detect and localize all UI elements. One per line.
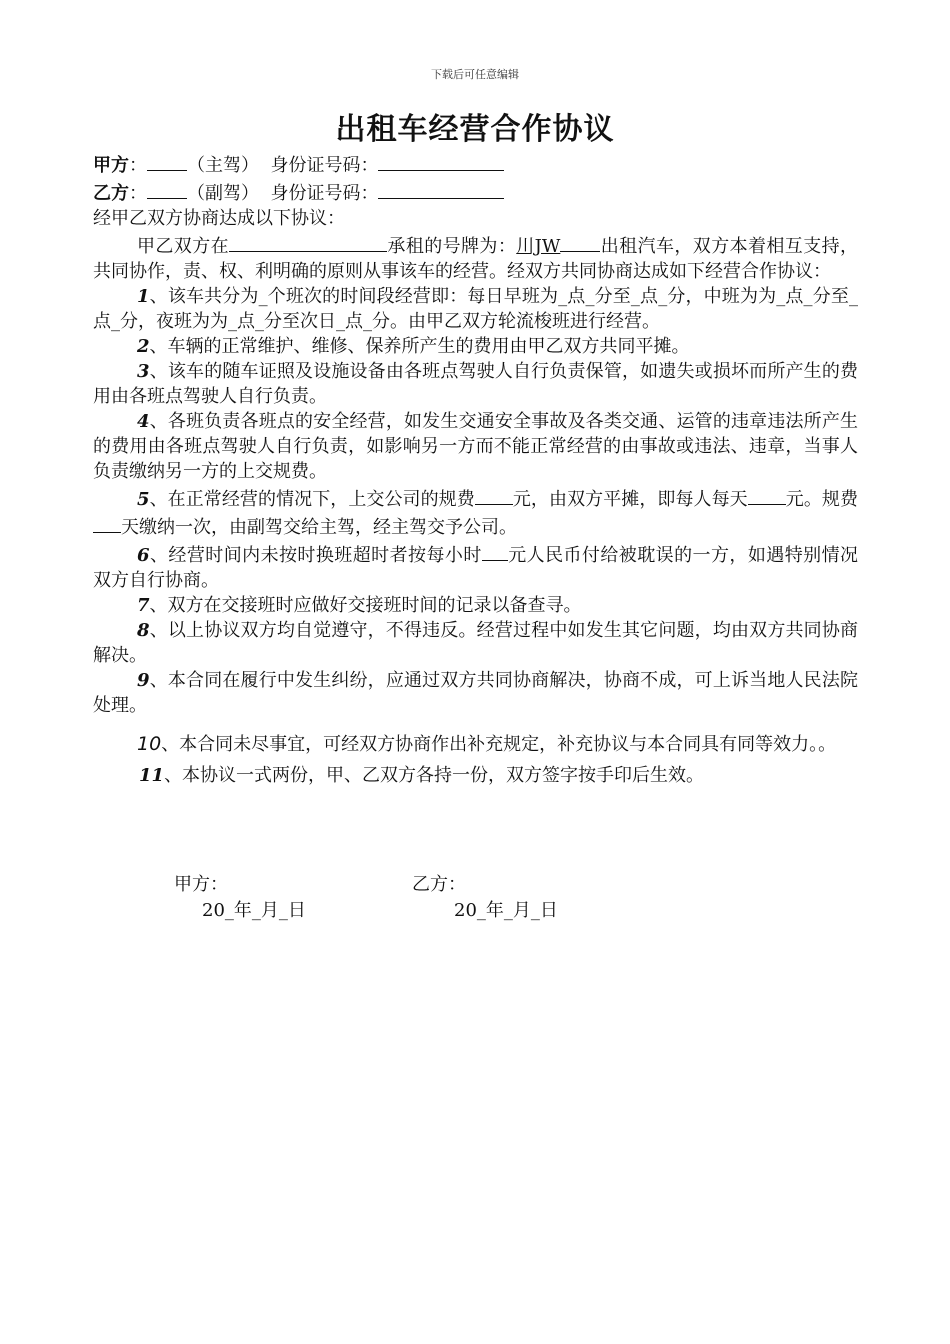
clause-9: 9、本合同在履行中发生纠纷，应通过双方共同协商解决，协商不成，可上诉当地人民法院处理。	[93, 670, 858, 716]
clause-6: 6、经营时间内未按时换班超时者按每小时 元人民币付给被耽误的一方，如遇特别情况双方自行协商。	[93, 540, 858, 593]
party-a-line: 甲方： （主驾） 身份证号码：	[93, 150, 858, 178]
clause-5: 5、在正常经营的情况下，上交公司的规费 元，由双方平摊，即每人每天 元。规费天缴纳一次，由副驾交给主驾，经主驾交予公司。	[93, 484, 858, 540]
clause-10: 10、本合同未尽事宜，可经双方协商作出补充规定，补充协议与本合同具有同等效力。。	[137, 733, 837, 755]
clause-4: 4、各班负责各班点的安全经营，如发生交通安全事故及各类交通、运管的违章违法所产生的费用由各班点驾驶人自行负责，如影响另一方而不能正常经营的由事故或违法、违章，当事人负责缴纳另一方的上交规费。	[93, 411, 858, 482]
party-b-label: 乙方	[93, 183, 129, 204]
clause-8: 8、以上协议双方均自觉遵守，不得违反。经营过程中如发生其它问题，均由双方共同协商解决。	[93, 620, 858, 666]
party-a-id-blank	[378, 150, 504, 171]
clause-2: 2、车辆的正常维护、维修、保养所产生的费用由甲乙双方共同平摊。	[137, 336, 690, 357]
hourly-compensation-blank	[482, 540, 508, 561]
signature-b-date: 20_年_月_日	[454, 900, 558, 921]
clause-1: 1、该车共分为_个班次的时间段经营即：每日早班为_点_分至_点_分，中班为为_点_分至_点_分，夜班为为_点_分至次日_点_分。由甲乙双方轮流梭班进行经营。	[93, 286, 858, 332]
document-body	[93, 150, 858, 788]
intro-line: 经甲乙双方协商达成以下协议：	[93, 208, 345, 229]
party-a-role: （主驾）	[187, 155, 259, 176]
plate-blank	[560, 231, 600, 252]
signature-a-label: 甲方：	[174, 874, 228, 895]
party-a-label: 甲方	[93, 155, 129, 176]
daily-fee-blank	[748, 484, 786, 505]
party-b-id-blank	[378, 178, 504, 199]
signature-party-b	[412, 872, 558, 924]
party-b-name-blank	[147, 178, 187, 199]
page-title: 出租车经营合作协议	[335, 112, 615, 147]
signature-a-date: 20_年_月_日	[202, 900, 306, 921]
clause-11: 11、本协议一式两份，甲、乙双方各持一份，双方签字按手印后生效。	[139, 765, 705, 786]
clause-7: 7、双方在交接班时应做好交接班时间的记录以备查寻。	[137, 595, 582, 616]
party-b-line: 乙方： （副驾） 身份证号码：	[93, 178, 858, 206]
party-b-id-label: 身份证号码：	[270, 183, 379, 204]
fee-blank	[475, 484, 513, 505]
plate-number: 川JW	[516, 236, 561, 257]
location-blank	[229, 231, 387, 252]
party-a-id-label: 身份证号码：	[270, 155, 379, 176]
party-a-name-blank	[147, 150, 187, 171]
clause-3: 3、该车的随车证照及设施设备由各班点驾驶人自行负责保管，如遗失或损坏而所产生的费用由各班点驾驶人自行负责。	[93, 361, 858, 407]
signature-b-label: 乙方：	[412, 874, 466, 895]
signature-party-a	[174, 872, 306, 924]
header-note: 下载后可任意编辑	[431, 68, 519, 81]
fee-days-blank	[93, 512, 121, 533]
party-b-role: （副驾）	[187, 183, 259, 204]
preamble-paragraph: 甲乙双方在 承租的号牌为：川JW 出租汽车，双方本着相互支持，共同协作，责、权、利明确的原则从事该车的经营。经双方共同协商达成如下经营合作协议：	[93, 231, 858, 284]
